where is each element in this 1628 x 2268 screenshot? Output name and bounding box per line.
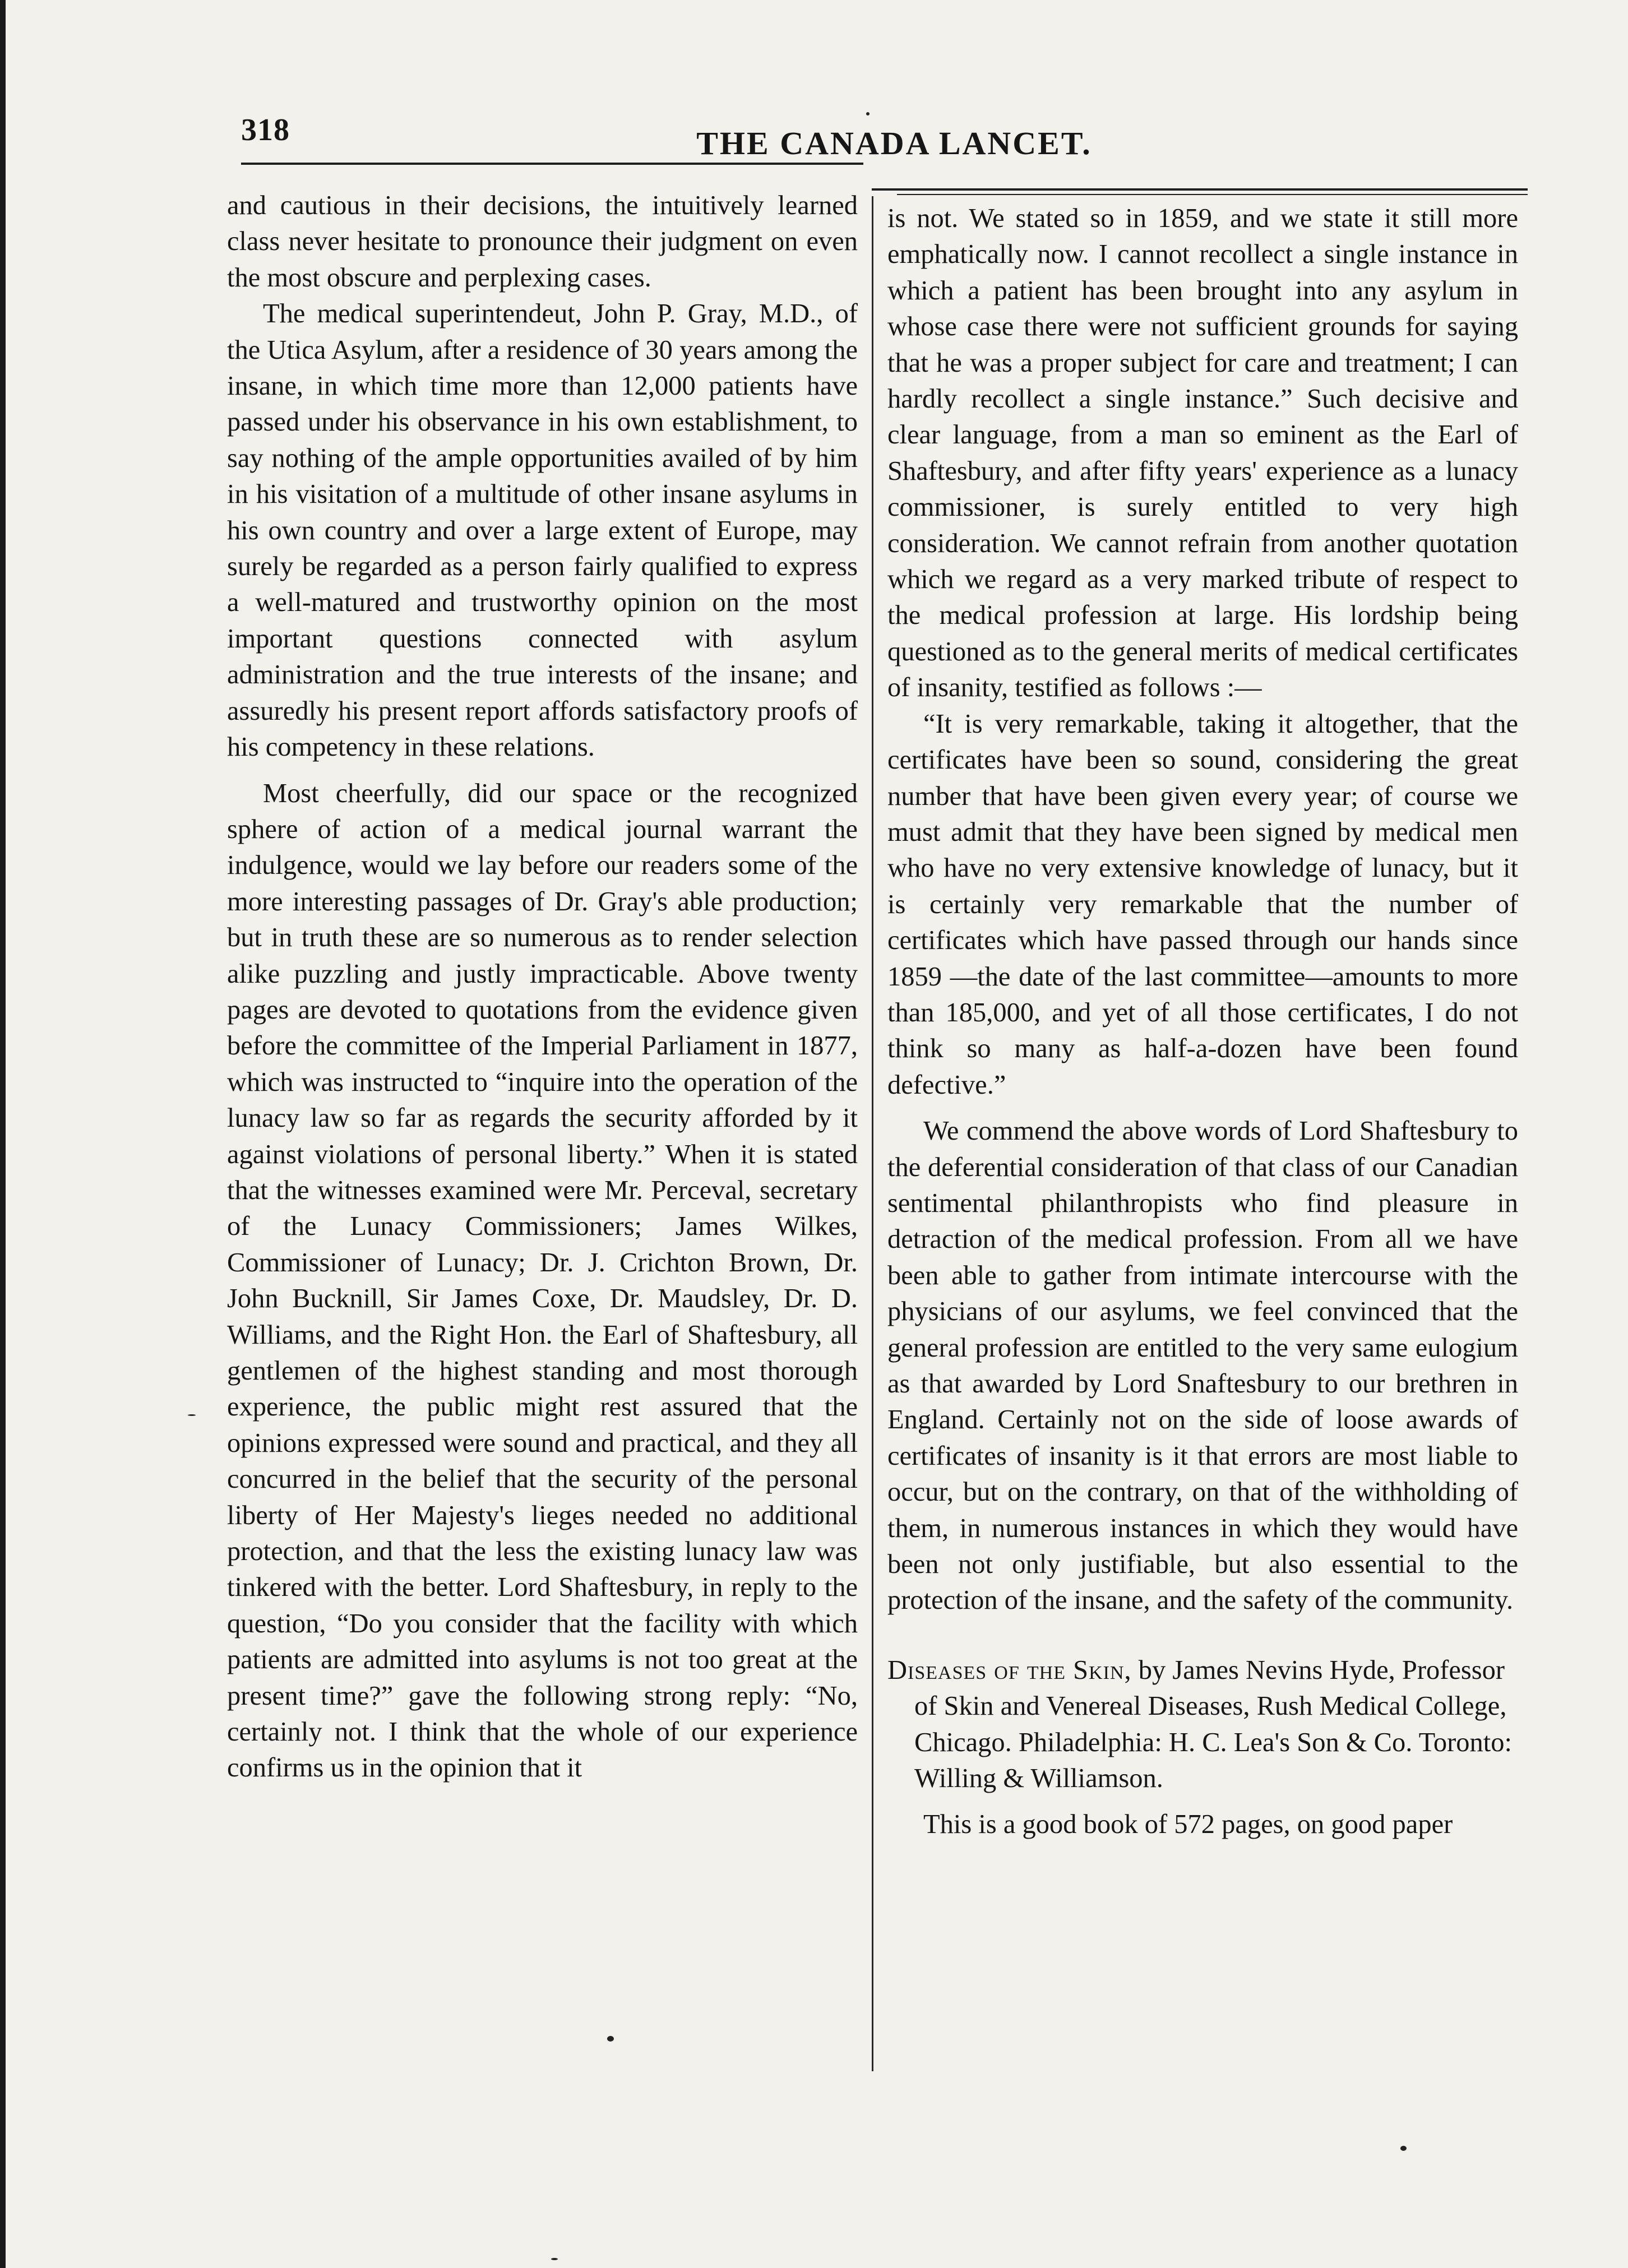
book-review-heading — [887, 1653, 1518, 1797]
print-speck — [1400, 2146, 1407, 2151]
print-speck — [866, 112, 869, 115]
paragraph-gap — [887, 1797, 1518, 1807]
paragraph: The medical superintendeut, John P. Gray, M.D., of the Utica Asylum, after a residence of 30 years among the insane, in which time more than 12,000 patients have passed under his observance in his own establishment, to say nothing of the ample opportunities availed of by him in his visitation of a multitude of other insane asylums in his own country and over a large extent of Europe, may surely be regarded as a person fairly qualified to express a well-matured and trustworthy opinion on the most important questions connected with asylum administration and the true interests of the insane; and assuredly his present report affords satisfactory proofs of his competency in these relations. — [227, 299, 858, 762]
paragraph-gap — [887, 1103, 1518, 1113]
header-rule-right-2 — [897, 194, 1528, 195]
paragraph-gap — [227, 766, 858, 776]
paragraph: is not. We stated so in 1859, and we state it still more emphatically now. I cannot recollect a single instance in which a patient has been brought into any asylum in whose case there were not sufficient grounds for saying that he was a proper subject for care and treatment; I can hardly recollect a single instance.” Such decisive and clear language, from a man so eminent as the Earl of Shaftesbury, and after fifty years' experience as a lunacy commissioner, is surely entitled to very high consideration. We cannot refrain from another quotation which we regard as a very marked tribute of respect to the medical profession at large. His lordship being questioned as to the general merits of medical certificates of insanity, testified as follows :— — [887, 203, 1518, 703]
header-rule-right — [872, 188, 1528, 191]
left-column — [227, 188, 858, 1786]
column-divider — [872, 196, 873, 2071]
right-column — [887, 201, 1518, 1843]
book-review-details: by James Nevins Hyde, Professor of Skin and Venereal Diseases, Rush Medical College, Chicago. Philadelphia: H. C. Lea's Son & Co. Toronto: Willing & Williamson. — [914, 1655, 1512, 1794]
book-review-title: Diseases of the Skin, — [887, 1655, 1132, 1685]
print-speck — [551, 2258, 558, 2260]
page-edge-shadow — [0, 0, 6, 2268]
quotation-paragraph: “It is very remarkable, taking it altogether, that the certificates have been so sound, considering the great number that have been given every year; of course we must admit that they have been signed by medical men who have no very extensive knowledge of lunacy, but it is certainly very remarkable that the number of certificates which have passed through our hands since 1859 —the date of the last committee—amounts to more than 185,000, and yet of all those certificates, I do not think so many as half-a-dozen have been found defective.” — [887, 709, 1518, 1100]
paragraph: Most cheerfully, did our space or the recognized sphere of action of a medical journal warrant the indulgence, would we lay before our readers some of the more interesting passages of Dr. Gray's able production; but in truth these are so numerous as to render selection alike puzzling and justly impracticable. Above twenty pages are devoted to quotations from the evidence given before the committee of the Imperial Parliament in 1877, which was instructed to “inquire into the operation of the lunacy law so far as regards the security afforded by it against violations of personal liberty.” When it is stated that the witnesses examined were Mr. Perceval, secretary of the Lunacy Commissioners; James Wilkes, Commissioner of Lunacy; Dr. J. Crichton Brown, Dr. John Bucknill, Sir James Coxe, Dr. Maudsley, Dr. D. Williams, and the Right Hon. the Earl of Shaftesbury, all gentlemen of the highest standing and most thorough experience, the public might rest assured that the opinions expressed were sound and practical, and they all concurred in the belief that the security of the personal liberty of Her Majesty's lieges needed no additional protection, and that the less the existing lunacy law was tinkered with the better. Lord Shaftesbury, in reply to the question, “Do you consider that the facility with which patients are admitted into asylums is not too great at the present time?” gave the following strong reply: “No, certainly not. I think that the whole of our experience confirms us in the opinion that it — [227, 778, 858, 1783]
paragraph: This is a good book of 572 pages, on good paper — [923, 1809, 1453, 1840]
section-gap — [887, 1619, 1518, 1653]
print-speck — [607, 2036, 614, 2042]
print-speck — [188, 1414, 196, 1416]
paragraph: We commend the above words of Lord Shaftesbury to the deferential consideration of that class of our Canadian sentimental philanthropists who find pleasure in detraction of the medical profession. From all we have been able to gather from intimate intercourse with the physicians of our asylums, we feel convinced that the general profession are entitled to the very same eulogium as that awarded by Lord Snaftesbury to our brethren in England. Certainly not on the side of loose awards of certificates of insanity is it that errors are most liable to occur, but on the contrary, on that of the withholding of them, in numerous instances in which they would have been not only justifiable, but also essential to the protection of the insane, and the safety of the community. — [887, 1116, 1518, 1616]
running-title: THE CANADA LANCET. — [696, 125, 1092, 161]
header-rule-left — [241, 163, 863, 165]
paragraph: and cautious in their decisions, the intuitively learned class never hesitate to pronounce their judgment on even the most obscure and perplexing cases. — [227, 191, 858, 293]
page-number: 318 — [241, 113, 290, 147]
